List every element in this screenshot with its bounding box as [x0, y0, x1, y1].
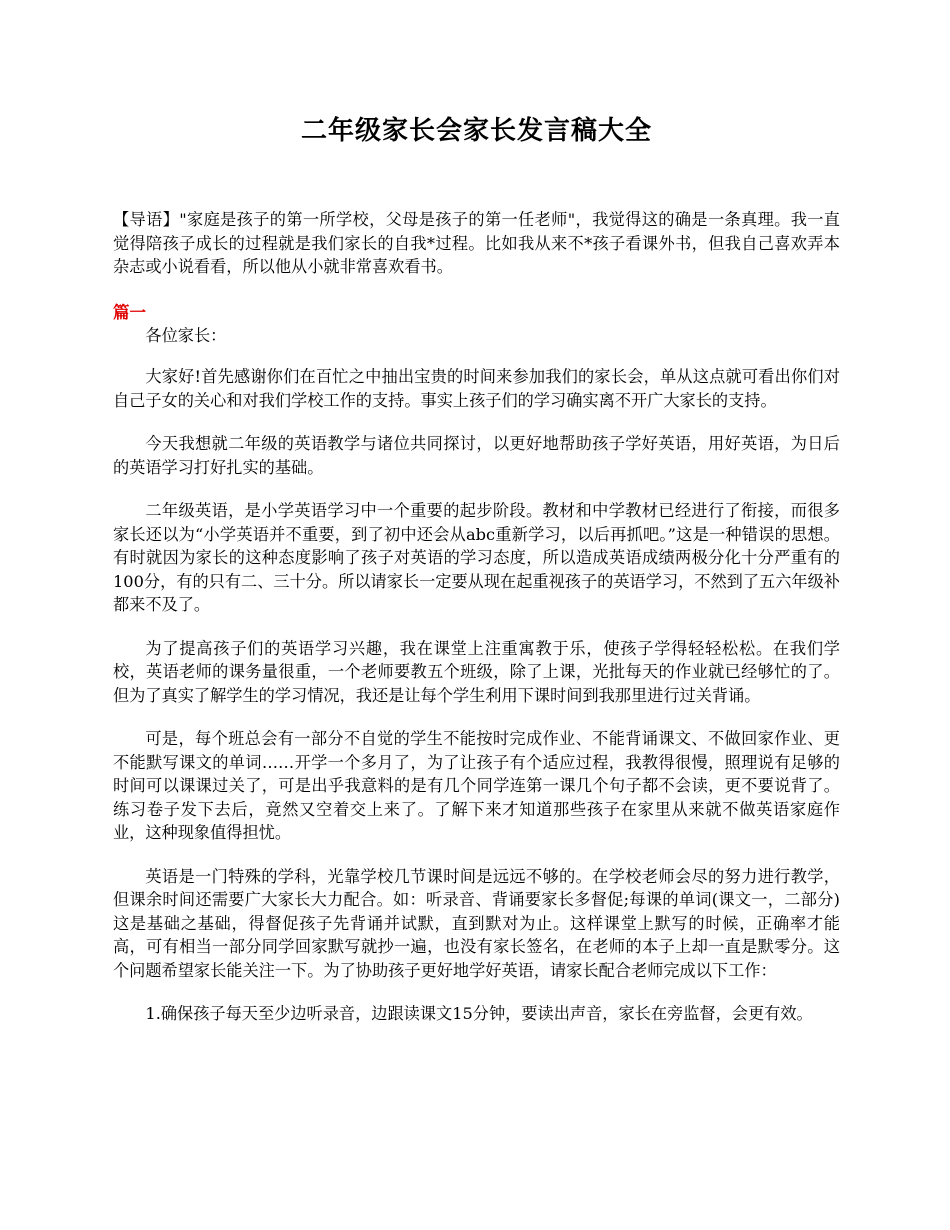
- body-paragraph: 1.确保孩子每天至少边听录音，边跟读课文15分钟，要读出声音，家长在旁监督，会更有效。: [145, 1004, 813, 1023]
- body-paragraph: 二年级英语，是小学英语学习中一个重要的起步阶段。教材和中学教材已经进行了衔接，而很多家长还以为“小学英语并不重要，到了初中还会从abc重新学习，以后再抓吧。”这是一种错误的思想。有时就因为家长的这种态度影响了孩子对英语的学习态度，所以造成英语成绩两极分化十分严重有的100分，有的只有二、三十分。所以请家长一定要从现在起重视孩子的英语学习，不然到了五六年级补都来不及了。: [113, 501, 840, 614]
- greeting-line: 各位家长：: [145, 325, 227, 345]
- section-heading: 篇一: [113, 302, 146, 322]
- body-paragraph: 可是，每个班总会有一部分不自觉的学生不能按时完成作业、不能背诵课文、不做回家作业、更不能默写课文的单词……开学一个多月了，为了让孩子有个适应过程，我教得很慢，照理说有足够的时间可以课课过关了，可是出乎我意料的是有几个同学连第一课几个句子都不会读，更不要说背了。练习卷子发下去后，竟然又空着交上来了。了解下来才知道那些孩子在家里从来就不做英语家庭作业，这种现象值得担忧。: [113, 729, 840, 842]
- body-paragraph: 英语是一门特殊的学科，光靠学校几节课时间是远远不够的。在学校老师会尽的努力进行教学，但课余时间还需要广大家长大力配合。如：听录音、背诵要家长多督促;每课的单词(课文一，二部分)这是基础之基础，得督促孩子先背诵并试默，直到默对为止。这样课堂上默写的时候，正确率才能高，可有相当一部分同学回家默写就抄一遍，也没有家长签名，在老师的本子上却一直是默零分。这个问题希望家长能关注一下。为了协助孩子更好地学好英语，请家长配合老师完成以下工作：: [113, 866, 840, 980]
- body-paragraph: 今天我想就二年级的英语教学与诸位共同探讨，以更好地帮助孩子学好英语，用好英语，为日后的英语学习打好扎实的基础。: [113, 434, 840, 477]
- document-body: [113, 208, 840, 1046]
- document-title: 二年级家长会家长发言稿大全: [300, 116, 652, 146]
- body-paragraph: 大家好!首先感谢你们在百忙之中抽出宝贵的时间来参加我们的家长会，单从这点就可看出你们对自己子女的关心和对我们学校工作的支持。事实上孩子们的学习确实离不开广大家长的支持。: [113, 367, 840, 410]
- body-paragraph: 为了提高孩子们的英语学习兴趣，我在课堂上注重寓教于乐，使孩子学得轻轻松松。在我们学校，英语老师的课务量很重，一个老师要教五个班级，除了上课，光批每天的作业就已经够忙的了。但为了真实了解学生的学习情况，我还是让每个学生利用下课时间到我那里进行过关背诵。: [113, 638, 840, 705]
- intro-paragraph: 【导语】"家庭是孩子的第一所学校，父母是孩子的第一任老师"，我觉得这的确是一条真理。我一直觉得陪孩子成长的过程就是我们家长的自我*过程。比如我从来不*孩子看课外书，但我自己喜欢弄本杂志或小说看看，所以他从小就非常喜欢看书。: [113, 210, 840, 276]
